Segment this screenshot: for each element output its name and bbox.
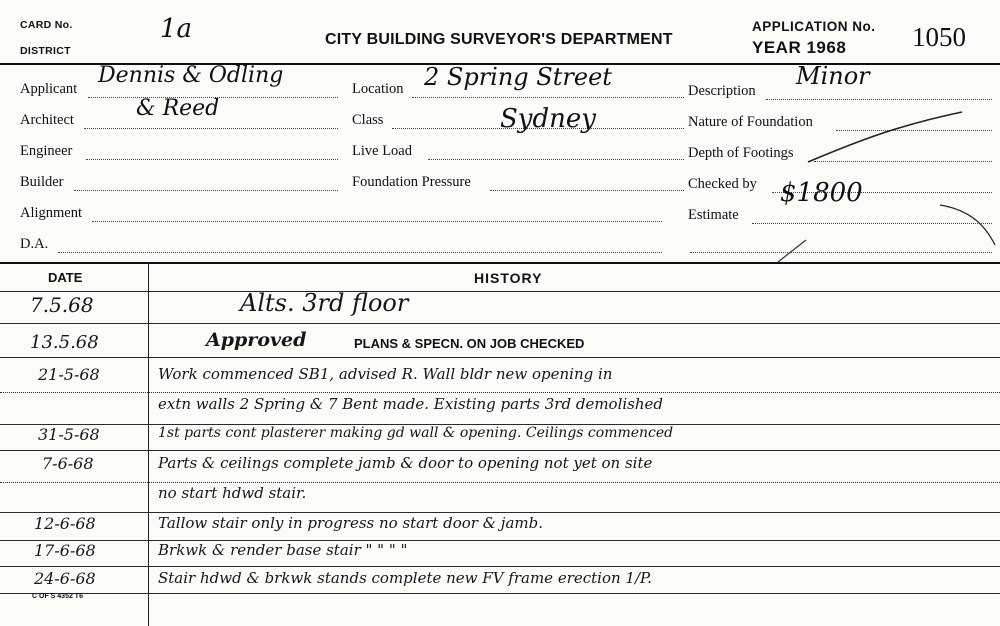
application-no-value: 1050	[912, 22, 966, 52]
history-date: 7-6-68	[42, 454, 94, 473]
history-text: Work commenced SB1, advised R. Wall bldr new opening in	[158, 365, 613, 383]
history-text: 1st parts cont plasterer making gd wall & opening. Ceilings commenced	[158, 425, 674, 441]
location-label: Location	[352, 81, 404, 97]
da-label: D.A.	[20, 236, 49, 252]
table-row-line	[0, 566, 1000, 567]
history-text: Parts & ceilings complete jamb & door to opening not yet on site	[158, 454, 653, 472]
architect-label: Architect	[20, 112, 74, 128]
description-value: Minor	[796, 62, 870, 90]
history-date: 31-5-68	[38, 425, 100, 444]
history-text: extn walls 2 Spring & 7 Bent made. Existing parts 3rd demolished	[158, 395, 664, 413]
history-date: 7.5.68	[30, 293, 94, 317]
history-text: Brkwk & render base stair " " " "	[158, 541, 408, 559]
nature-of-foundation-label: Nature of Foundation	[688, 114, 813, 130]
history-date: 13.5.68	[30, 332, 99, 353]
location-value: 2 Spring Street	[424, 63, 612, 91]
date-column-divider	[148, 262, 149, 626]
builder-label: Builder	[20, 174, 64, 190]
table-row-line	[0, 482, 1000, 483]
application-no-label: APPLICATION No.	[752, 19, 876, 34]
table-row-line	[0, 392, 1000, 393]
checked-by-label: Checked by	[688, 176, 757, 192]
history-date: 24-6-68	[34, 569, 96, 588]
table-row-line	[0, 593, 1000, 594]
class-value: Sydney	[500, 104, 596, 134]
table-row-line	[0, 323, 1000, 324]
table-row-line	[0, 512, 1000, 513]
table-row-line	[0, 540, 1000, 541]
description-label: Description	[688, 83, 756, 99]
card-no-value: 1a	[160, 14, 193, 44]
applicant-label: Applicant	[20, 81, 78, 97]
applicant-value-2: & Reed	[136, 96, 220, 121]
district-label: DISTRICT	[20, 45, 71, 57]
department-title: CITY BUILDING SURVEYOR'S DEPARTMENT	[325, 31, 673, 48]
estimate-label: Estimate	[688, 207, 739, 223]
history-date: 17-6-68	[34, 541, 96, 560]
foundation-pressure-label: Foundation Pressure	[352, 174, 471, 190]
date-column-header: DATE	[48, 270, 83, 285]
depth-of-footings-label: Depth of Footings	[688, 145, 794, 161]
history-column-header: HISTORY	[474, 270, 543, 286]
history-text: Stair hdwd & brkwk stands complete new FV frame erection 1/P.	[158, 569, 652, 587]
estimate-value: $1800	[780, 178, 863, 208]
history-text: no start hdwd stair.	[158, 484, 307, 502]
history-date: 21-5-68	[38, 365, 100, 384]
table-row-line	[0, 450, 1000, 451]
history-header-line	[0, 291, 1000, 292]
table-row-line	[0, 357, 1000, 358]
history-text: Approved	[206, 329, 307, 351]
history-date: 12-6-68	[34, 514, 96, 533]
class-label: Class	[352, 112, 384, 128]
history-typed-stamp: PLANS & SPECN. ON JOB CHECKED	[354, 336, 585, 351]
live-load-label: Live Load	[352, 143, 412, 159]
fields-divider	[0, 262, 1000, 264]
history-text: Alts. 3rd floor	[240, 289, 409, 317]
applicant-value: Dennis & Odling	[98, 63, 284, 88]
card-no-label: CARD No.	[20, 19, 73, 31]
engineer-label: Engineer	[20, 143, 73, 159]
history-text: Tallow stair only in progress no start door & jamb.	[158, 514, 543, 532]
form-code: C OF S 4352 T6	[32, 593, 83, 600]
alignment-label: Alignment	[20, 205, 83, 221]
year-label: YEAR 1968	[752, 38, 847, 57]
